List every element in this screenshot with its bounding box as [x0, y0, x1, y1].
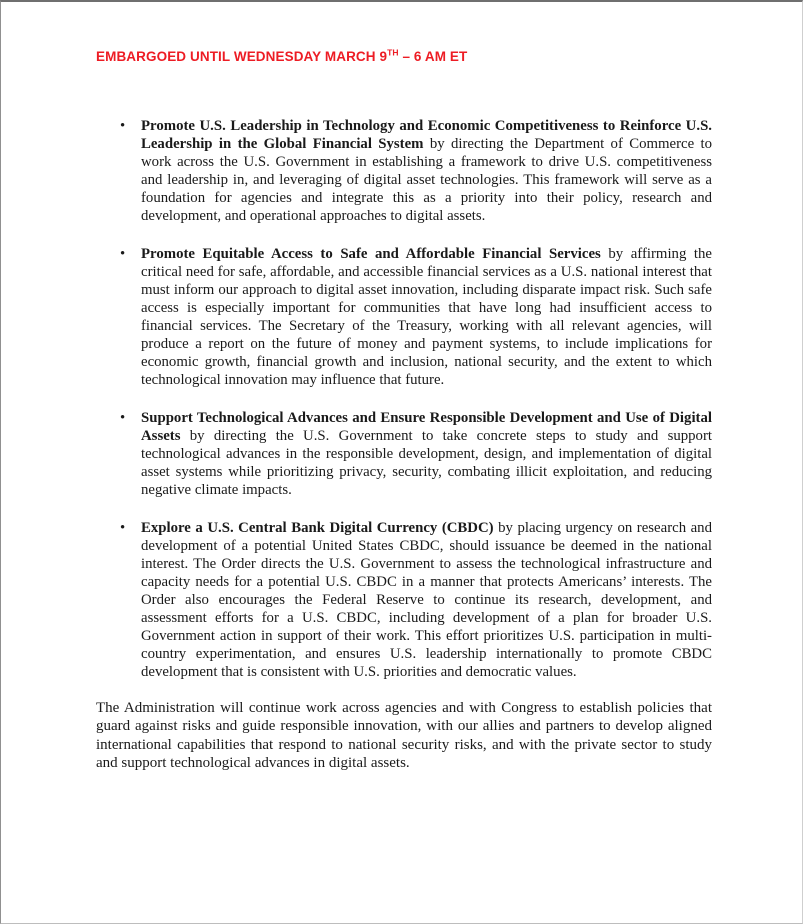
bullet-icon: • [120, 246, 126, 262]
bullet-bold-text: Promote U.S. Leadership in Technology and Economic Competitiveness to Reinforce U.S. Leadership in the Global Financial System [141, 118, 712, 152]
embargo-superscript: TH [387, 47, 399, 58]
embargo-suffix: – 6 AM ET [398, 49, 468, 64]
bullet-body-text: by directing the Department of Commerce to work across the U.S. Government in establishing a framework to drive U.S. competitiveness and leadership in, and leveraging of digital asset technologies. This framework will serve as a foundation for agencies and integrate this as a priority into their policy, research and development, and operational approaches to digital assets. [141, 136, 712, 224]
bullet-item [120, 409, 712, 499]
bullet-body-text: by placing urgency on research and development of a potential United States CBDC, should issuance be deemed in the national interest. The Order directs the U.S. Government to assess the technological infrastructure and capacity needs for a potential U.S. CBDC in a manner that protects Americans’ interests. The Order also encourages the Federal Reserve to continue its research, development, and assessment efforts for a U.S. CBDC, including development of a plan for broader U.S. Government action in support of their work. This effort prioritizes U.S. participation in multi-country experimentation, and ensures U.S. leadership internationally to promote CBDC development that is consistent with U.S. priorities and democratic values. [141, 520, 712, 680]
bullet-list [96, 117, 712, 681]
bullet-icon: • [120, 118, 126, 134]
bullet-body-text: by directing the U.S. Government to take concrete steps to study and support technological advances in the responsible development, design, and implementation of digital asset systems while prioritizing privacy, security, combating illicit exploitation, and reducing negative climate impacts. [141, 428, 712, 498]
bullet-body-text: by affirming the critical need for safe, affordable, and accessible financial services as a U.S. national interest that must inform our approach to digital asset innovation, including disparate impact risk. Such safe access is especially important for communities that have long had insufficient access to financial services. The Secretary of the Treasury, working with all relevant agencies, will produce a report on the future of money and payment systems, to include implications for economic growth, financial growth and inclusion, national security, and the extent to which technological innovation may influence that future. [141, 246, 712, 388]
bullet-icon: • [120, 520, 126, 536]
bullet-bold-text: Explore a U.S. Central Bank Digital Currency (CBDC) [141, 520, 494, 536]
bullet-icon: • [120, 410, 126, 426]
document-content [96, 48, 712, 773]
bullet-bold-text: Support Technological Advances and Ensure Responsible Development and Use of Digital Assets [141, 410, 712, 444]
embargo-notice [96, 48, 712, 65]
bullet-item [120, 519, 712, 681]
bullet-item [120, 117, 712, 225]
embargo-text: EMBARGOED UNTIL WEDNESDAY MARCH 9 [96, 49, 388, 64]
bullet-item [120, 245, 712, 389]
bullet-bold-text: Promote Equitable Access to Safe and Affordable Financial Services [141, 246, 601, 262]
closing-paragraph: The Administration will continue work across agencies and with Congress to establish policies that guard against risks and guide responsible innovation, with our allies and partners to develop aligned international capabilities that respond to national security risks, and with the private sector to study and support technological advances in digital assets. [96, 700, 712, 772]
